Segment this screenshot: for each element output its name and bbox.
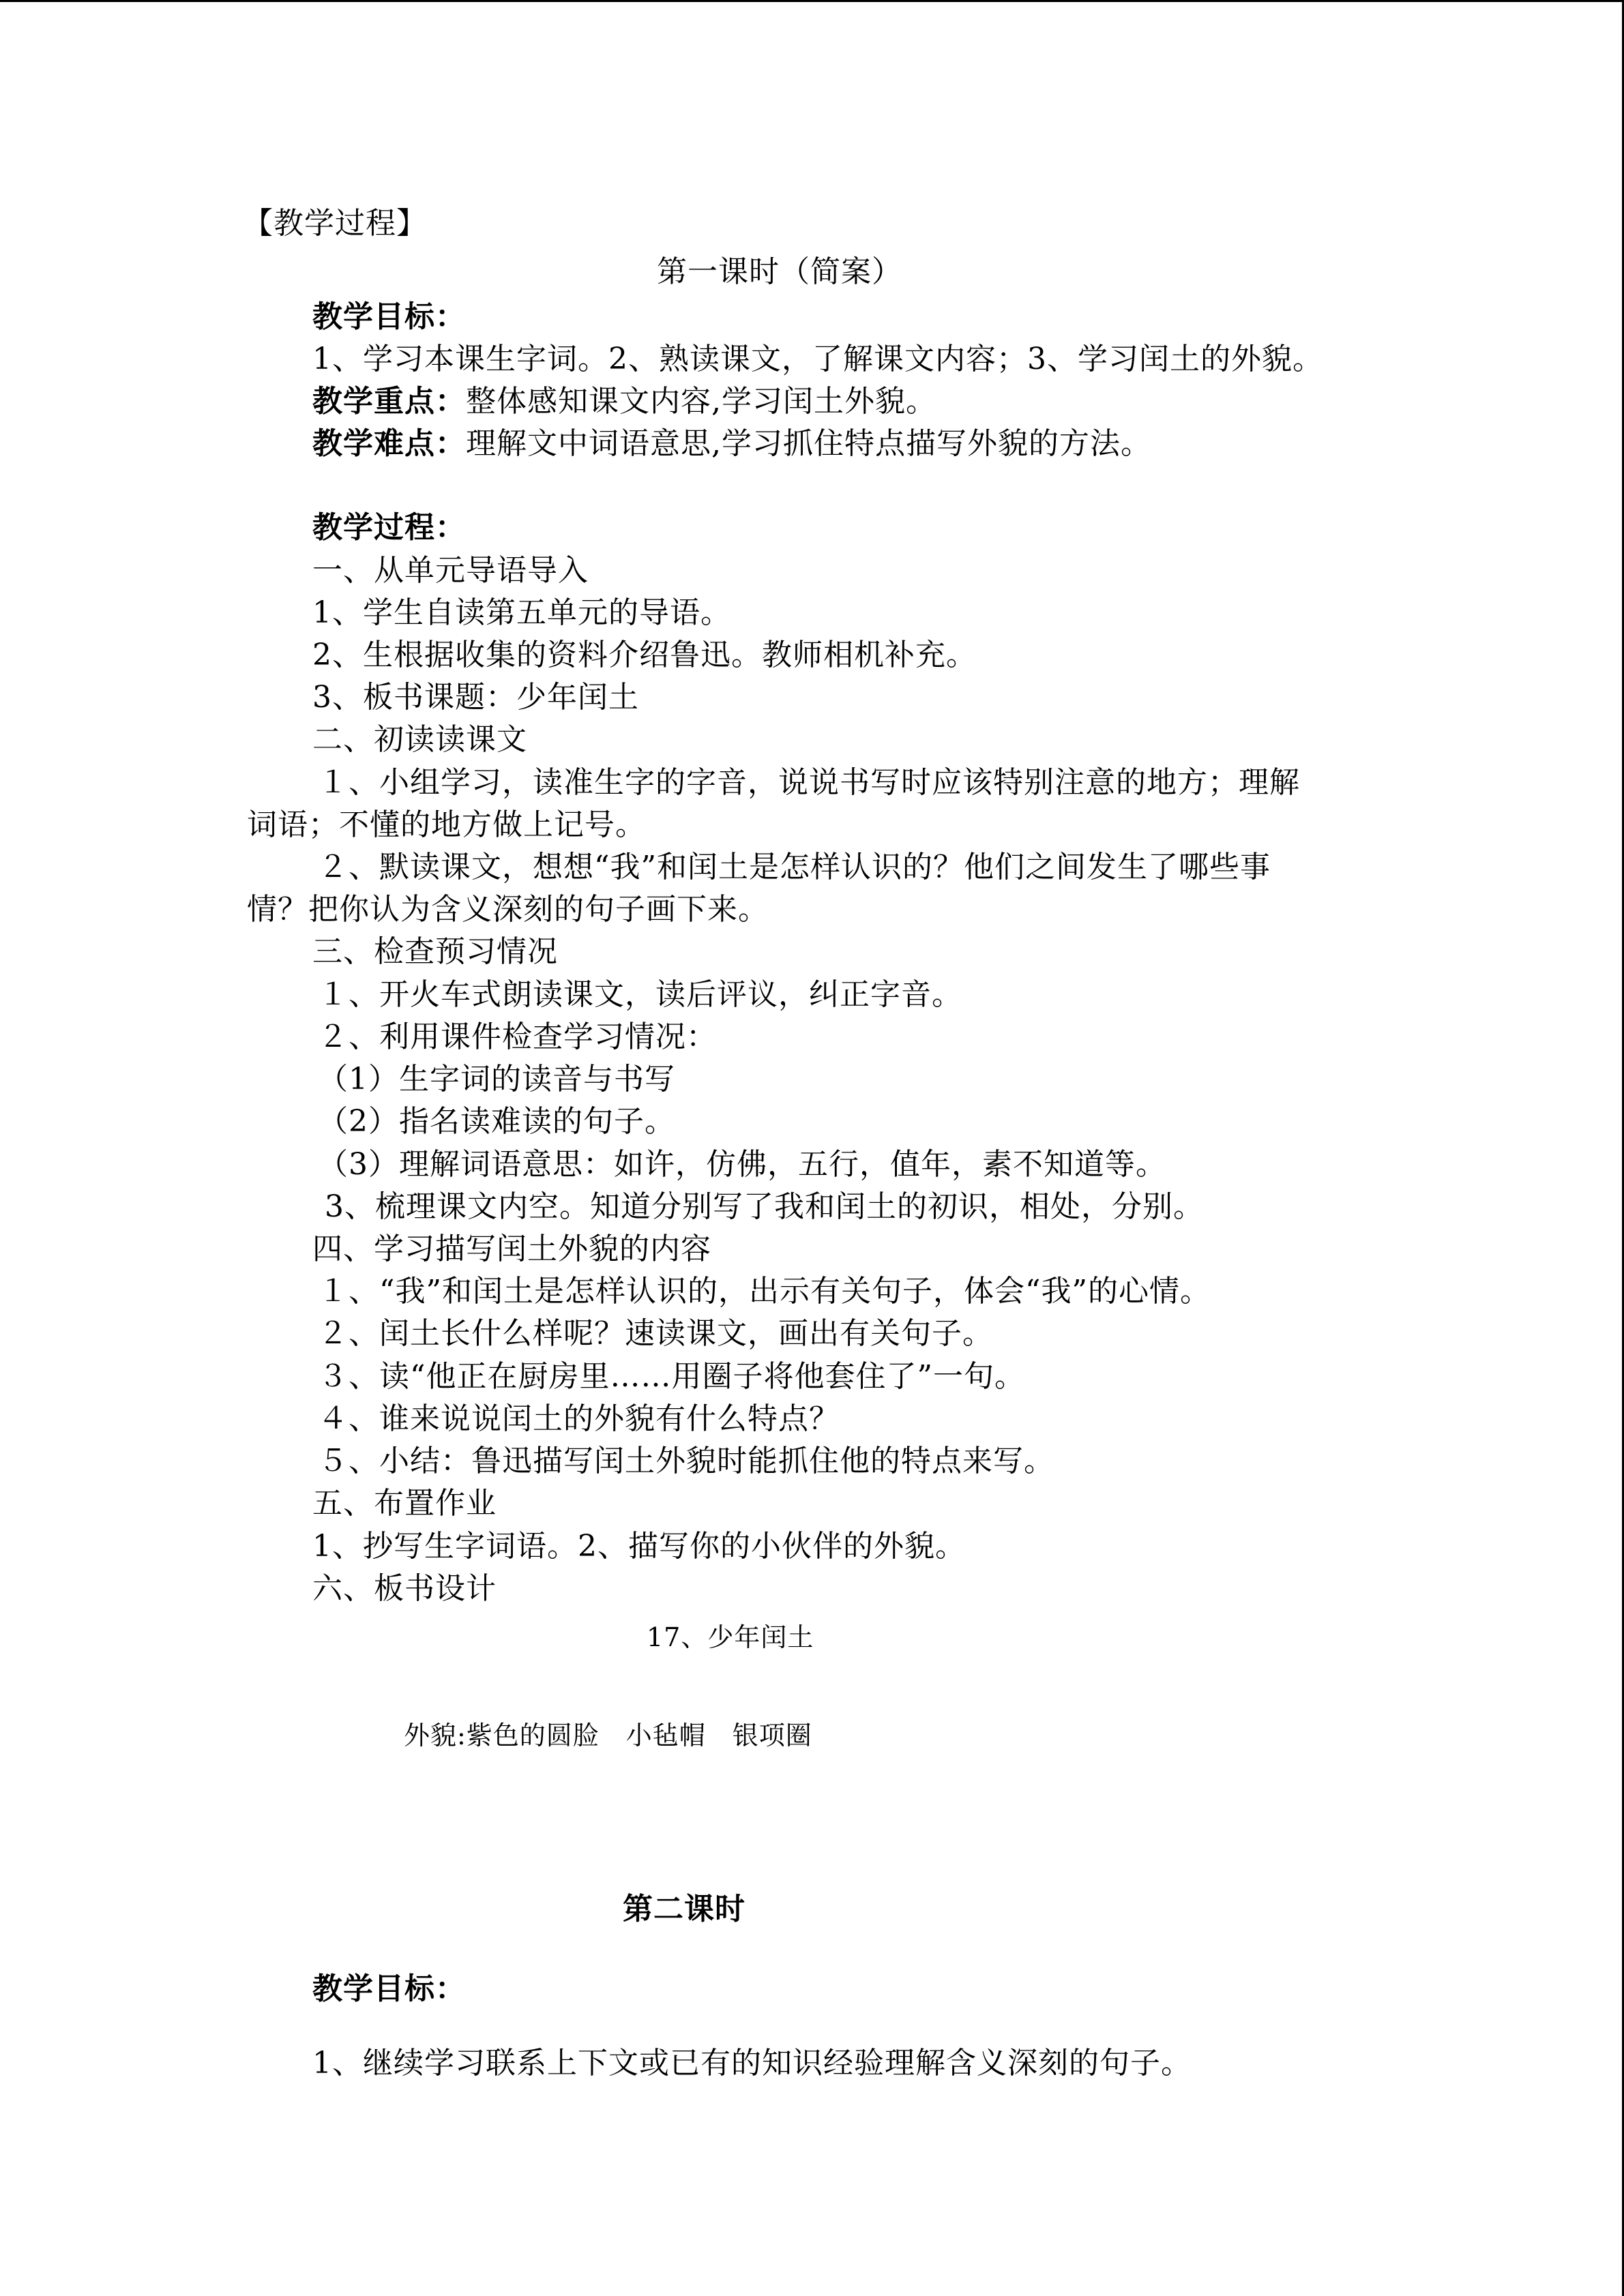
step-heading: 三、检查预习情况: [312, 934, 558, 969]
lesson1-goals-text: 1、学习本课生字词。2、熟读课文，了解课文内容；3、学习闰土的外貌。: [312, 342, 1323, 376]
lesson2-title: 第二课时: [623, 1892, 745, 1926]
board-title: 17、少年闰土: [647, 1622, 814, 1652]
step-subitem: （1）生字词的读音与书写: [318, 1062, 675, 1097]
step-item: 3、梳理课文内空。知道分别写了我和闰土的初识，相处，分别。: [325, 1189, 1204, 1224]
step-item: ２、默读课文，想想“我”和闰土是怎样认识的？他们之间发生了哪些事: [318, 850, 1271, 884]
section-header: 【教学过程】: [243, 206, 427, 241]
step-subitem: （3）理解词语意思：如许，仿佛，五行，值年，素不知道等。: [318, 1147, 1166, 1182]
step-heading: 六、板书设计: [312, 1571, 497, 1606]
step-item: 1、抄写生字词语。2、描写你的小伙伴的外貌。: [312, 1529, 966, 1564]
step-item: ２、利用课件检查学习情况：: [318, 1019, 717, 1054]
lesson1-key-text: 整体感知课文内容,学习闰土外貌。: [466, 384, 936, 419]
step-heading: 五、布置作业: [312, 1486, 497, 1521]
step-item: ５、小结：鲁迅描写闰土外貌时能抓住他的特点来写。: [318, 1444, 1054, 1478]
step-item: １、小组学习，读准生字的字音，说说书写时应该特别注意的地方；理解: [318, 765, 1300, 800]
step-subitem: （2）指名读难读的句子。: [318, 1104, 675, 1139]
step-item: 3、板书课题：少年闰土: [312, 680, 639, 715]
step-item: 1、学生自读第五单元的导语。: [312, 595, 731, 630]
lesson1-difficulty-label: 教学难点：: [312, 426, 466, 461]
lesson1-process-label: 教学过程：: [312, 510, 466, 545]
lesson2-goals-label: 教学目标：: [312, 1971, 466, 2006]
lesson1-difficulty-line: [312, 426, 1151, 461]
step-heading: 四、学习描写闰土外貌的内容: [312, 1232, 711, 1266]
step-item: 2、生根据收集的资料介绍鲁迅。教师相机补充。: [312, 638, 977, 672]
step-item: １、“我”和闰土是怎样认识的，出示有关句子，体会“我”的心情。: [318, 1274, 1211, 1309]
lesson1-title: 第一课时（简案）: [657, 254, 902, 289]
lesson2-goal-item: 1、继续学习联系上下文或已有的知识经验理解含义深刻的句子。: [312, 2046, 1192, 2081]
lesson1-difficulty-text: 理解文中词语意思,学习抓住特点描写外貌的方法。: [466, 426, 1151, 461]
lesson1-goals-label: 教学目标：: [312, 299, 466, 334]
step-item: １、开火车式朗读课文，读后评议，纠正字音。: [318, 977, 962, 1012]
step-item: ２、闰土长什么样呢？速读课文，画出有关句子。: [318, 1316, 993, 1351]
step-item-continuation: 词语；不懂的地方做上记号。: [247, 807, 646, 842]
step-item: ４、谁来说说闰土的外貌有什么特点？: [318, 1401, 840, 1436]
lesson1-key-line: [312, 384, 936, 419]
step-heading: 一、从单元导语导入: [312, 553, 589, 588]
lesson1-key-label: 教学重点：: [312, 384, 466, 419]
step-heading: 二、初读读课文: [312, 722, 527, 757]
page-border-top: [0, 0, 1624, 2]
step-item: ３、读“他正在厨房里……用圈子将他套住了”一句。: [318, 1359, 1025, 1394]
board-text: 外貌:紫色的圆脸 小毡帽 银项圈: [404, 1720, 812, 1750]
step-item-continuation: 情？把你认为含义深刻的句子画下来。: [247, 892, 769, 927]
